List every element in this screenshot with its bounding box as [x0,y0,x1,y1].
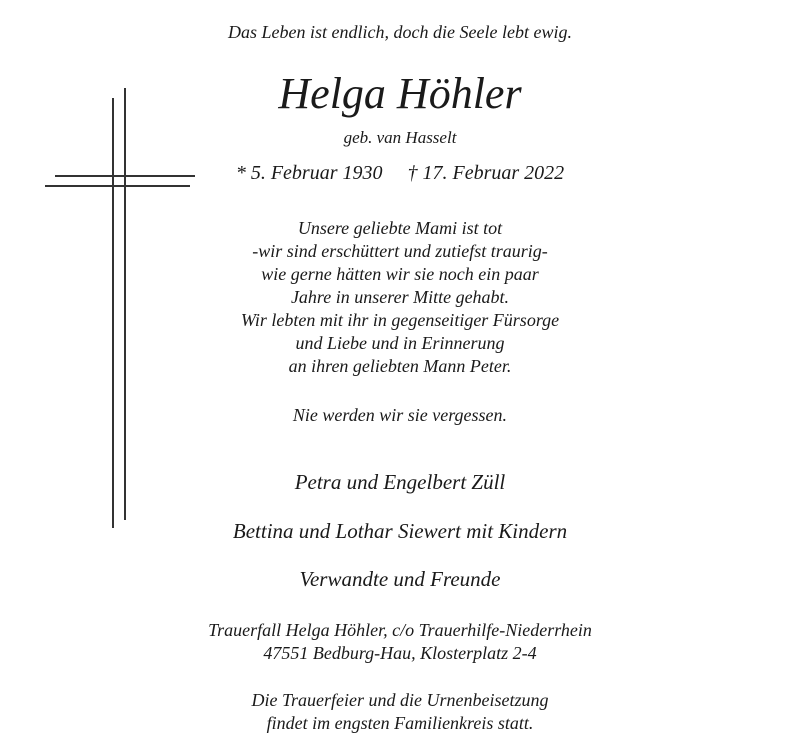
poem-line: und Liebe und in Erinnerung [295,333,505,353]
closing-line: Nie werden wir sie vergessen. [292,405,508,425]
life-dates [0,162,800,185]
maiden-name: geb. van Hasselt [343,128,457,147]
deceased-name: Helga Höhler [278,69,522,118]
address-line: Trauerfall Helga Höhler, c/o Trauerhilfe-Niederrhein [208,620,592,640]
poem-line: wie gerne hätten wir sie noch ein paar [261,264,539,284]
motto: Das Leben ist endlich, doch die Seele lebt ewig. [228,22,572,42]
cross-horizontal-bottom [45,185,190,187]
address-line: 47551 Bedburg-Hau, Klosterplatz 2-4 [263,643,537,663]
poem-line: Unsere geliebte Mami ist tot [297,218,503,238]
notice-line: findet im engsten Familienkreis statt. [266,713,534,733]
death-date: † 17. Februar 2022 [407,162,565,184]
mourner: Bettina und Lothar Siewert mit Kindern [232,519,568,543]
mourner: Petra und Engelbert Züll [294,470,506,494]
poem-line: an ihren geliebten Mann Peter. [288,356,512,376]
mourner: Verwandte und Freunde [299,567,501,591]
birth-date: * 5. Februar 1930 [235,162,383,184]
notice-line: Die Trauerfeier und die Urnenbeisetzung [251,690,549,710]
poem-line: -wir sind erschüttert und zutiefst traurig- [252,241,548,261]
poem-line: Jahre in unserer Mitte gehabt. [290,287,510,307]
poem-line: Wir lebten mit ihr in gegenseitiger Fürsorge [240,310,560,330]
